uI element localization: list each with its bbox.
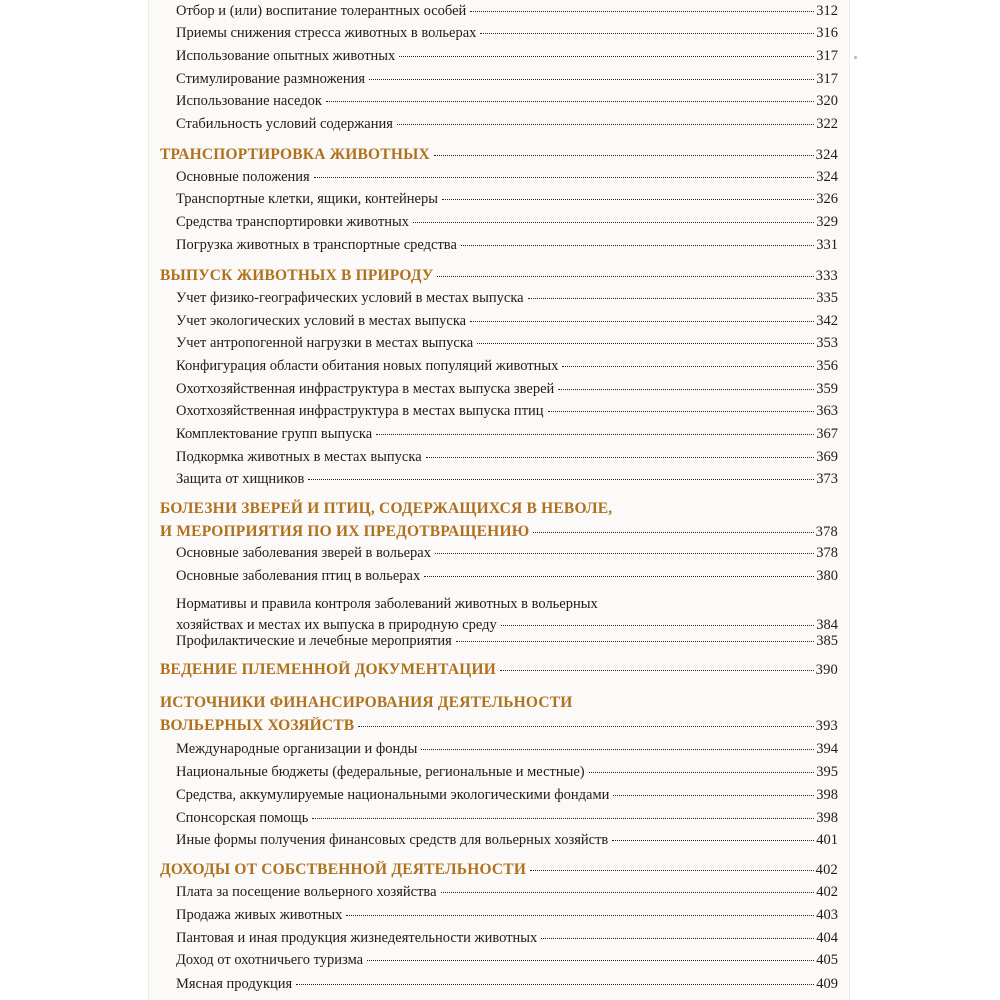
toc-leader-dots — [456, 641, 814, 642]
toc-entry-line[interactable] — [176, 426, 838, 448]
toc-page-number: 405 — [816, 952, 838, 968]
toc-entry-title: Национальные бюджеты (федеральные, региональные и местные) — [176, 764, 585, 780]
toc-leader-dots — [308, 479, 814, 480]
toc-entry-line[interactable] — [176, 169, 838, 191]
toc-section-line[interactable] — [160, 523, 838, 545]
toc-entry-line[interactable] — [176, 116, 838, 138]
toc-section-line[interactable] — [160, 661, 838, 683]
toc-entry-line[interactable] — [176, 976, 838, 998]
toc-entry-line[interactable] — [176, 952, 838, 974]
toc-entry-title: Комплектование групп выпуска — [176, 426, 373, 442]
toc-section-line[interactable] — [160, 146, 838, 168]
toc-entry-title: Основные положения — [176, 169, 310, 185]
toc-leader-dots — [441, 892, 815, 893]
toc-entry-line[interactable] — [176, 545, 838, 567]
toc-entry-title-line1: Нормативы и правила контроля заболеваний животных в вольерных — [176, 596, 598, 612]
toc-page-number: 363 — [816, 403, 838, 419]
toc-entry-title: Учет антропогенной нагрузки в местах выпуска — [176, 335, 474, 351]
toc-page-number: 369 — [816, 449, 838, 465]
toc-page-number: 356 — [816, 358, 838, 374]
toc-page-number: 320 — [816, 93, 838, 109]
toc-leader-dots — [533, 532, 813, 533]
toc-entry-line[interactable] — [176, 741, 838, 763]
toc-entry-title: Стимулирование размножения — [176, 71, 366, 87]
toc-page-number: 359 — [816, 381, 838, 397]
toc-page-number: 378 — [816, 545, 838, 561]
toc-leader-dots — [470, 321, 814, 322]
toc-leader-dots — [413, 222, 814, 223]
toc-entry-title: Учет физико-географических условий в местах выпуска — [176, 290, 524, 306]
toc-leader-dots — [558, 389, 814, 390]
toc-entry-line[interactable] — [176, 633, 838, 655]
toc-section-title-line1: БОЛЕЗНИ ЗВЕРЕЙ И ПТИЦ, СОДЕРЖАЩИХСЯ В НЕВОЛЕ, — [160, 500, 613, 517]
toc-entry-title: Основные заболевания зверей в вольерах — [176, 545, 431, 561]
toc-leader-dots — [480, 33, 814, 34]
toc-page-number: 316 — [816, 25, 838, 41]
toc-entry-line[interactable] — [176, 290, 838, 312]
toc-entry-title: Средства транспортировки животных — [176, 214, 410, 230]
toc-page-number: 395 — [816, 764, 838, 780]
toc-leader-dots — [434, 155, 814, 156]
toc-entry-title: Международные организации и фонды — [176, 741, 418, 757]
toc-entry-line[interactable] — [176, 449, 838, 471]
toc-section-title: ВЕДЕНИЕ ПЛЕМЕННОЙ ДОКУМЕНТАЦИИ — [160, 661, 496, 678]
toc-entry-line[interactable] — [176, 787, 838, 809]
toc-page-number: 402 — [816, 884, 838, 900]
toc-entry-title: Профилактические и лечебные мероприятия — [176, 633, 452, 649]
toc-page-number: 380 — [816, 568, 838, 584]
toc-leader-dots — [367, 960, 814, 961]
toc-entry-line[interactable] — [176, 471, 838, 493]
toc-page-number: 317 — [816, 48, 838, 64]
toc-leader-dots — [530, 870, 814, 871]
toc-section-line[interactable] — [160, 267, 838, 289]
toc-section-title: ВЫПУСК ЖИВОТНЫХ В ПРИРОДУ — [160, 267, 434, 284]
toc-leader-dots — [426, 457, 815, 458]
toc-page-number: 312 — [816, 3, 838, 19]
toc-entry-line[interactable] — [176, 313, 838, 335]
toc-entry-title: Транспортные клетки, ящики, контейнеры — [176, 191, 438, 207]
toc-leader-dots — [500, 670, 814, 671]
toc-entry-line[interactable] — [176, 335, 838, 357]
toc-leader-dots — [528, 298, 815, 299]
toc-page-number: 333 — [815, 268, 838, 284]
toc-entry-line[interactable] — [176, 25, 838, 47]
toc-entry-line[interactable] — [176, 403, 838, 425]
toc-page-number: 373 — [816, 471, 838, 487]
toc-page-number: 393 — [815, 718, 838, 734]
toc-leader-dots — [369, 79, 814, 80]
toc-page-number: 353 — [816, 335, 838, 351]
toc-leader-dots — [376, 434, 814, 435]
toc-section-line[interactable] — [160, 861, 838, 883]
toc-entry-line[interactable] — [176, 832, 838, 854]
toc-entry-title: Защита от хищников — [176, 471, 305, 487]
toc-page-number: 322 — [816, 116, 838, 132]
toc-leader-dots — [358, 726, 813, 727]
toc-page-number: 390 — [815, 662, 838, 678]
toc-leader-dots — [312, 818, 814, 819]
toc-page-number: 403 — [816, 907, 838, 923]
toc-leader-dots — [442, 199, 814, 200]
toc-entry-title: Использование наседок — [176, 93, 322, 109]
toc-entry-line[interactable] — [176, 93, 838, 115]
toc-leader-dots — [326, 101, 814, 102]
toc-entry-line[interactable] — [176, 884, 838, 906]
toc-entry-title: Приемы снижения стресса животных в вольерах — [176, 25, 477, 41]
toc-page-number: 384 — [816, 617, 838, 633]
toc-page-number: 409 — [816, 976, 838, 992]
toc-leader-dots — [435, 553, 814, 554]
toc-entry-line[interactable] — [176, 48, 838, 70]
toc-entry-line[interactable] — [176, 3, 838, 25]
toc-page-number: 324 — [816, 169, 838, 185]
toc-entry-line[interactable] — [176, 568, 838, 590]
toc-leader-dots — [562, 366, 814, 367]
toc-page-number: 342 — [816, 313, 838, 329]
toc-entry-line[interactable] — [176, 810, 838, 832]
toc-entry-title: Средства, аккумулируемые национальными экологическими фондами — [176, 787, 610, 803]
toc-leader-dots — [548, 411, 815, 412]
toc-leader-dots — [612, 840, 814, 841]
toc-entry-title: Отбор и (или) воспитание толерантных особей — [176, 3, 467, 19]
toc-entry-line[interactable] — [176, 381, 838, 403]
toc-entry-line[interactable] — [176, 191, 838, 213]
toc-leader-dots — [437, 276, 813, 277]
toc-entry-title: Мясная продукция — [176, 976, 293, 992]
toc-leader-dots — [477, 343, 814, 344]
toc-page-number: 398 — [816, 810, 838, 826]
toc-entry-title: Погрузка животных в транспортные средства — [176, 237, 457, 253]
toc-leader-dots — [589, 772, 815, 773]
toc-entry-title: Доход от охотничьего туризма — [176, 952, 364, 968]
toc-entry-title: Продажа живых животных — [176, 907, 343, 923]
toc-section-title: И МЕРОПРИЯТИЯ ПО ИХ ПРЕДОТВРАЩЕНИЮ — [160, 523, 530, 540]
toc-entry-title: Использование опытных животных — [176, 48, 396, 64]
toc-entry-title: Подкормка животных в местах выпуска — [176, 449, 422, 465]
toc-leader-dots — [501, 625, 815, 626]
toc-entry-line[interactable] — [176, 237, 838, 259]
toc-page-number: 385 — [816, 633, 838, 649]
toc-entry-title: Плата за посещение вольерного хозяйства — [176, 884, 437, 900]
toc-page-number: 378 — [815, 524, 838, 540]
toc-page-number: 401 — [816, 832, 838, 848]
toc-entry-line[interactable] — [176, 764, 838, 786]
toc-leader-dots — [461, 245, 814, 246]
toc-entry-title: Иные формы получения финансовых средств для вольерных хозяйств — [176, 832, 609, 848]
toc-entry-title: Стабильность условий содержания — [176, 116, 393, 132]
toc-page-number: 394 — [816, 741, 838, 757]
toc-entry-title: Учет экологических условий в местах выпуска — [176, 313, 467, 329]
toc-leader-dots — [541, 938, 814, 939]
toc-page-number: 402 — [815, 862, 838, 878]
toc-entry-title: Основные заболевания птиц в вольерах — [176, 568, 421, 584]
toc-page-number: 326 — [816, 191, 838, 207]
toc-leader-dots — [296, 984, 814, 985]
toc-entry-title: Спонсорская помощь — [176, 810, 309, 826]
toc-section-line[interactable] — [160, 717, 838, 739]
toc-section-title: ТРАНСПОРТИРОВКА ЖИВОТНЫХ — [160, 146, 430, 163]
toc-entry-title: Охотхозяйственная инфраструктура в местах выпуска зверей — [176, 381, 555, 397]
toc-entry-line[interactable] — [176, 358, 838, 380]
toc-page-number: 367 — [816, 426, 838, 442]
toc-section-title-line1: ИСТОЧНИКИ ФИНАНСИРОВАНИЯ ДЕЯТЕЛЬНОСТИ — [160, 694, 573, 711]
toc-entry-title: Пантовая и иная продукция жизнедеятельности животных — [176, 930, 538, 946]
toc-page-number: 317 — [816, 71, 838, 87]
toc-page-number: 404 — [816, 930, 838, 946]
toc-entry-line[interactable] — [176, 71, 838, 93]
toc-page-number: 329 — [816, 214, 838, 230]
toc-entry-line[interactable] — [176, 930, 838, 952]
toc-page-number: 331 — [816, 237, 838, 253]
toc-entry-line[interactable] — [176, 214, 838, 236]
toc-entry-title: Конфигурация области обитания новых популяций животных — [176, 358, 559, 374]
toc-leader-dots — [314, 177, 815, 178]
toc-entry-title: хозяйствах и местах их выпуска в природную среду — [176, 617, 497, 633]
toc-entry-title: Охотхозяйственная инфраструктура в местах выпуска птиц — [176, 403, 544, 419]
toc-leader-dots — [421, 749, 814, 750]
toc-entry-line[interactable] — [176, 907, 838, 929]
toc-leader-dots — [397, 124, 814, 125]
toc-leader-dots — [470, 11, 814, 12]
toc-section-title: ВОЛЬЕРНЫХ ХОЗЯЙСТВ — [160, 717, 355, 734]
toc-section-title: ДОХОДЫ ОТ СОБСТВЕННОЙ ДЕЯТЕЛЬНОСТИ — [160, 861, 527, 878]
toc-leader-dots — [424, 576, 814, 577]
toc-page-number: 335 — [816, 290, 838, 306]
toc-leader-dots — [613, 795, 814, 796]
toc-leader-dots — [346, 915, 814, 916]
toc-page-number: 324 — [815, 147, 838, 163]
toc-page-number: 398 — [816, 787, 838, 803]
toc-leader-dots — [399, 56, 814, 57]
